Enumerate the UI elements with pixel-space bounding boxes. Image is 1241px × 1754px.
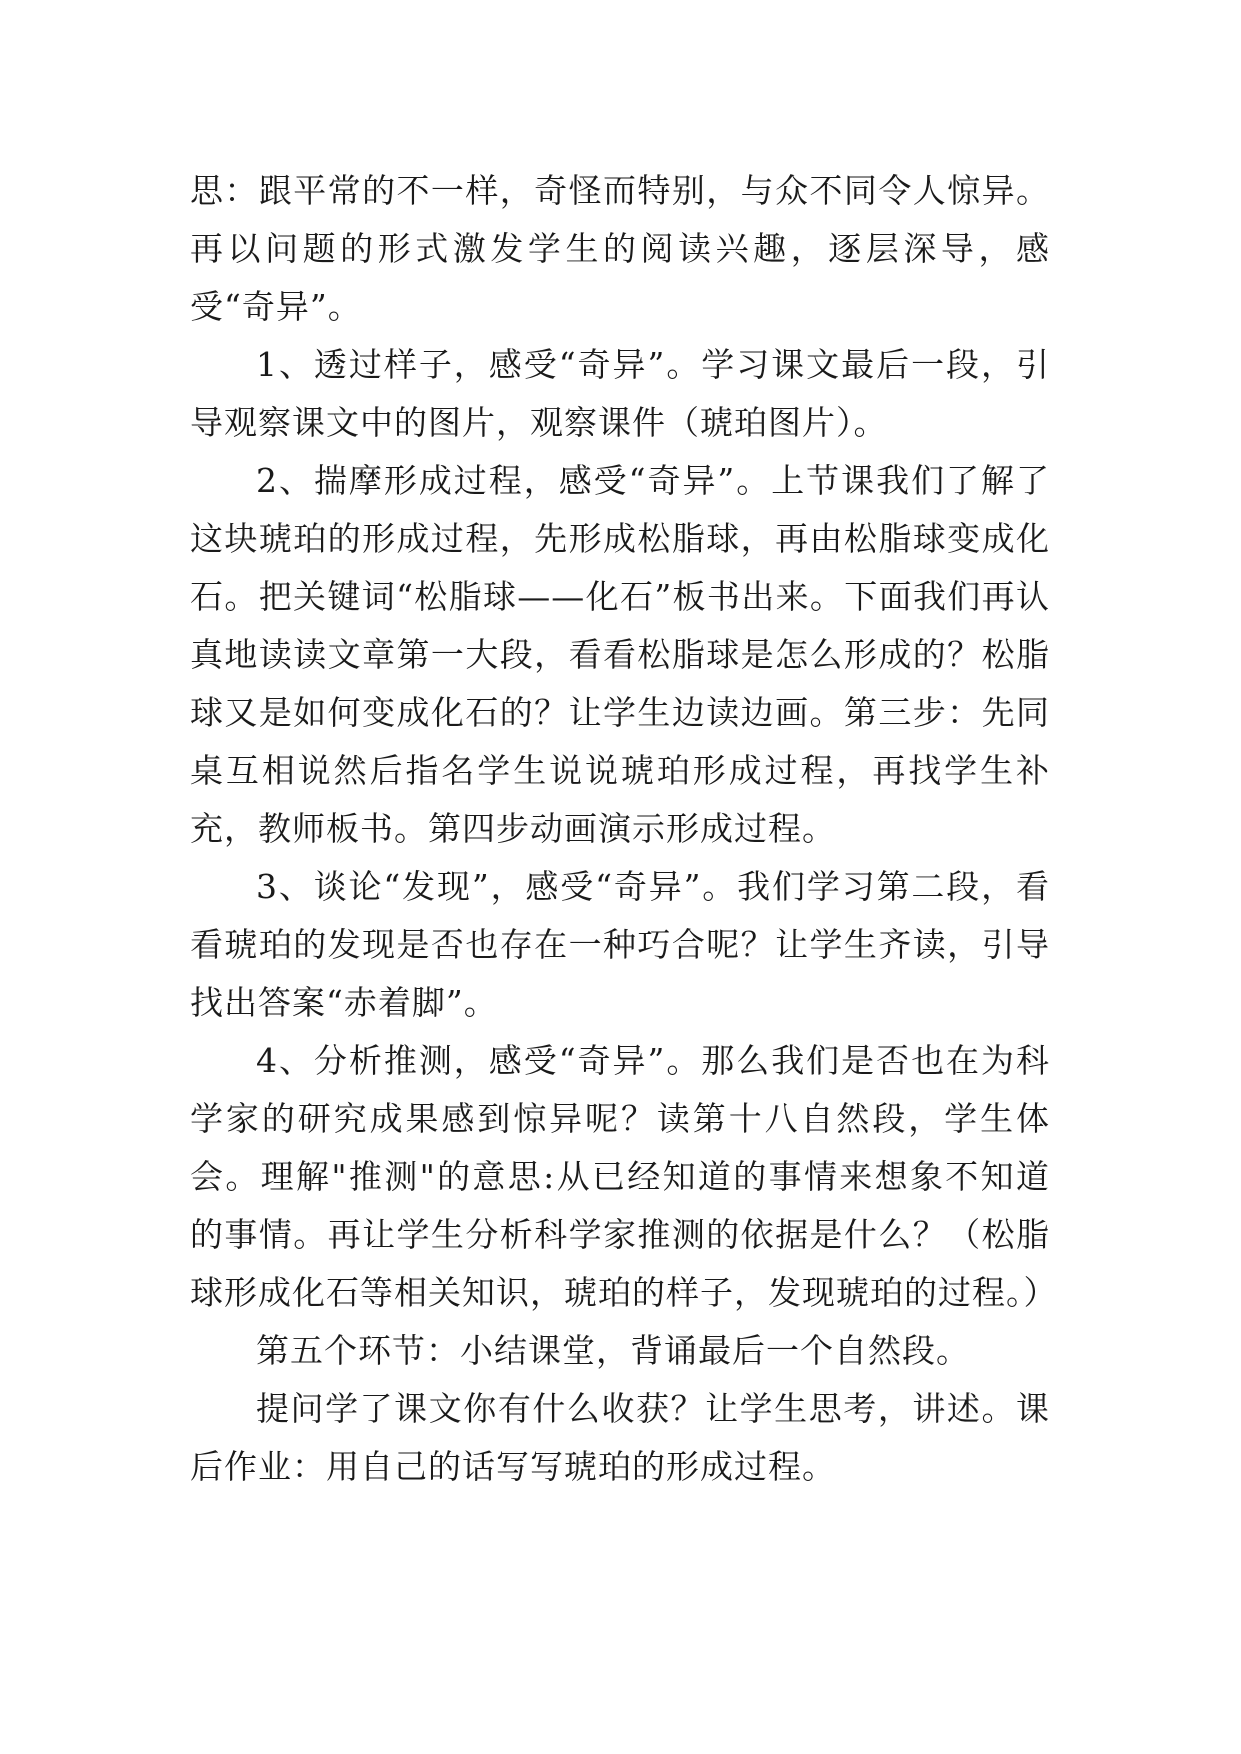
paragraph-step-2: 2、揣摩形成过程，感受“奇异”。上节课我们了解了这块琥珀的形成过程，先形成松脂球，再由松脂球变成化石。把关键词“松脂球——化石”板书出来。下面我们再认真地读读文章第一大段，看看松脂球是怎么形成的？松脂球又是如何变成化石的？让学生边读边画。第三步：先同桌互相说然后指名学生说说琥珀形成过程，再找学生补充，教师板书。第四步动画演示形成过程。 <box>190 461 1050 848</box>
paragraph-step-1: 1、透过样子，感受“奇异”。学习课文最后一段，引导观察课文中的图片，观察课件（琥珀图片）。 <box>190 345 1050 442</box>
paragraph-homework: 提问学了课文你有什么收获？让学生思考，讲述。课后作业：用自己的话写写琥珀的形成过程。 <box>190 1389 1050 1486</box>
paragraph-section-five: 第五个环节：小结课堂，背诵最后一个自然段。 <box>256 1331 970 1370</box>
paragraph-step-4: 4、分析推测，感受“奇异”。那么我们是否也在为科学家的研究成果感到惊异呢？读第十八自然段，学生体会。理解"推测"的意思:从已经知道的事情来想象不知道的事情。再让学生分析科学家推测的依据是什么？（松脂球形成化石等相关知识，琥珀的样子，发现琥珀的过程。） <box>190 1041 1058 1312</box>
paragraph-step-3: 3、谈论“发现”，感受“奇异”。我们学习第二段，看看琥珀的发现是否也存在一种巧合呢？让学生齐读，引导找出答案“赤着脚”。 <box>190 867 1050 1022</box>
paragraph-continuation: 思：跟平常的不一样，奇怪而特别，与众不同令人惊异。再以问题的形式激发学生的阅读兴趣，逐层深导，感受“奇异”。 <box>190 171 1050 326</box>
body-text <box>190 162 1058 1496</box>
